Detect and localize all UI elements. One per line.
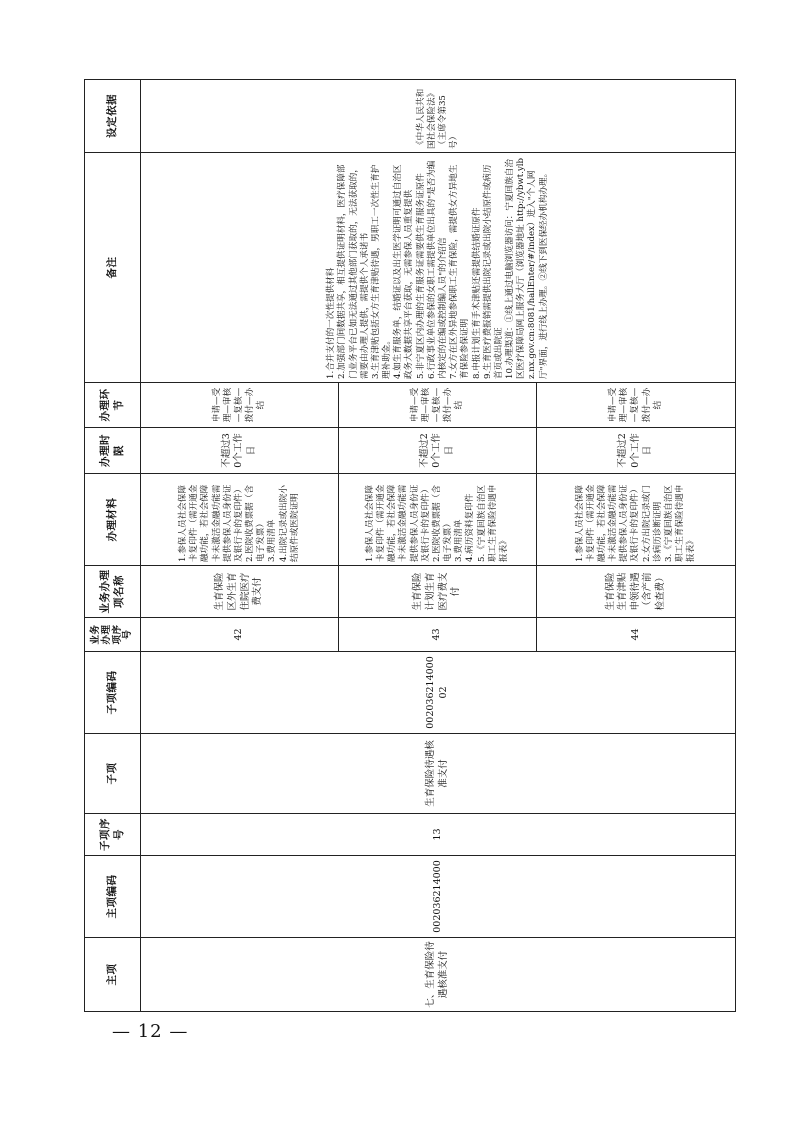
material-line: 3.费用清单	[454, 519, 465, 562]
biz-name-cell: 生育保险计划生育医疗费支付	[339, 566, 537, 618]
material-line: 2.医院收费票据（含电子发票）	[431, 485, 454, 562]
material-line: 1.参保人员社会保障卡复印件（需开通金融功能，若社会保障卡未激活金融功能需提供参保人员身份证及银行卡的复印件）	[364, 484, 431, 562]
header-biz-name: 业务办理项名称	[85, 566, 141, 618]
time-limit-cell: 不超过30个工作日	[141, 428, 339, 474]
header-sub-no: 子项序号	[85, 814, 141, 856]
material-line: 2.医院收费票据（含电子发票）	[245, 485, 267, 562]
materials-cell	[339, 474, 537, 566]
biz-no-cell: 43	[339, 618, 537, 652]
remark-line: 6.行政事业单位参保的女职工需提供单位出具的"是否为编内核定的在编或控制编人员"的介绍信	[426, 160, 448, 379]
remark-line: 1.合并支付的一次性提供材料	[326, 267, 337, 379]
biz-name-cell: 生育保险区外生育住院医疗费支付	[141, 566, 339, 618]
materials-cell	[141, 474, 339, 566]
remark-line: 9.生育医疗费报销需提供出院记录或出院小结原件或病历首页或出院证	[482, 164, 504, 379]
material-line: 5.《宁夏回族自治区职工生育保险待遇申报表》	[476, 484, 509, 562]
process-cell: 申请—受理—审核—复核—拨付—办结	[537, 383, 736, 428]
header-row	[85, 80, 141, 1012]
time-limit-cell: 不超过20个工作日	[339, 428, 537, 474]
sub-code-cell: 00203621400002	[141, 652, 736, 734]
header-sub-code: 子项编码	[85, 652, 141, 734]
remark-line: 7.女方在区外异地参保职工生育保险，需提供女方异地生育保险参保证明	[449, 164, 471, 379]
sub-no-cell: 13	[141, 814, 736, 856]
material-line: 4.病历资料复印件	[465, 493, 476, 562]
main-item-cell: 七、生育保险待遇核准支付	[141, 938, 736, 1012]
header-main-code: 主项编码	[85, 856, 141, 938]
header-sub-item: 子项	[85, 734, 141, 814]
remark-line: 5.非宁夏区内办理的生育服务证需要供生育服务证原件	[415, 173, 426, 379]
header-materials: 办理材料	[85, 474, 141, 566]
header-remarks: 备注	[85, 153, 141, 383]
remark-line: 4.如生育服务单，结婚证以及出生医学证明可通过自治区政务大数据共享平台获取，无需参保人员重复提供	[393, 164, 415, 379]
remarks-cell	[141, 153, 736, 383]
header-biz-no: 业务办理项序号	[85, 618, 141, 652]
remark-line: 3.生育津贴包括女方生育津贴待遇，男职工一次性生育护理补助金。	[370, 164, 393, 379]
page-number: — 12 —	[112, 1021, 189, 1042]
material-line: 2.女方出院记录或门诊病历诊断证明	[641, 485, 663, 562]
service-items-table	[84, 79, 736, 1012]
basis-cell: 《中华人民共和国社会保险法》（主席令第35号）	[141, 80, 736, 153]
material-line: 1.参保人员社会保障卡复印件（需开通金融功能，若社会保障卡未激活金融功能需提供参保人员身份证及银行卡的复印件）	[178, 484, 244, 562]
sub-item-cell: 生育保险待遇核准支付	[141, 734, 736, 814]
header-main-item: 主项	[85, 938, 141, 1012]
remark-line: 8.申报计划生育手术津贴还需提供结婚证原件	[471, 207, 482, 379]
process-cell: 申请—受理—审核—复核—拨付—办结	[141, 383, 339, 428]
process-cell: 申请—受理—审核—复核—拨付—办结	[339, 383, 537, 428]
main-code-cell: 002036214000	[141, 856, 736, 938]
time-limit-cell: 不超过20个工作日	[537, 428, 736, 474]
biz-name-cell: 生育保险生育津贴申领待遇（含产前检查费）	[537, 566, 736, 618]
material-line: 4.出院记录或出院小结原件或医院证明	[278, 485, 300, 562]
header-process: 办理环节	[85, 383, 141, 428]
remark-line: 10.办理渠道：①线上通过电脑浏览器访问：宁夏回族自治区医疗保障局网上服务大厅（浏览器地址 http://ybwt.ylbz.nx.gov.cn:8081/hallEnter/#/index）进入"个人网厅"界面，进行线上办理。②线下到医保经办机构办理。	[505, 157, 549, 379]
materials-cell	[537, 474, 736, 566]
material-line: 3.《宁夏回族自治区职工生育保险待遇申报表》	[663, 484, 697, 562]
biz-no-cell: 42	[141, 618, 339, 652]
header-time-limit: 办理时限	[85, 428, 141, 474]
material-line: 1.参保人员社会保障卡复印件（需开通金融功能，若社会保障卡未激活金融功能需提供参保人员身份证及银行卡的复印件）	[574, 484, 641, 562]
table-row	[141, 80, 339, 1012]
header-basis: 设定依据	[85, 80, 141, 153]
remark-line: 2.加强部门间数据共享，相互提供证明材料，医疗保障部门业务平台已如无法通过其他部门获取的，无法获取的，需要由办理人提供，需提供个人承诺书	[337, 164, 370, 379]
rotated-table-wrapper	[84, 80, 735, 1012]
material-line: 3.费用清单	[267, 519, 278, 562]
biz-no-cell: 44	[537, 618, 736, 652]
